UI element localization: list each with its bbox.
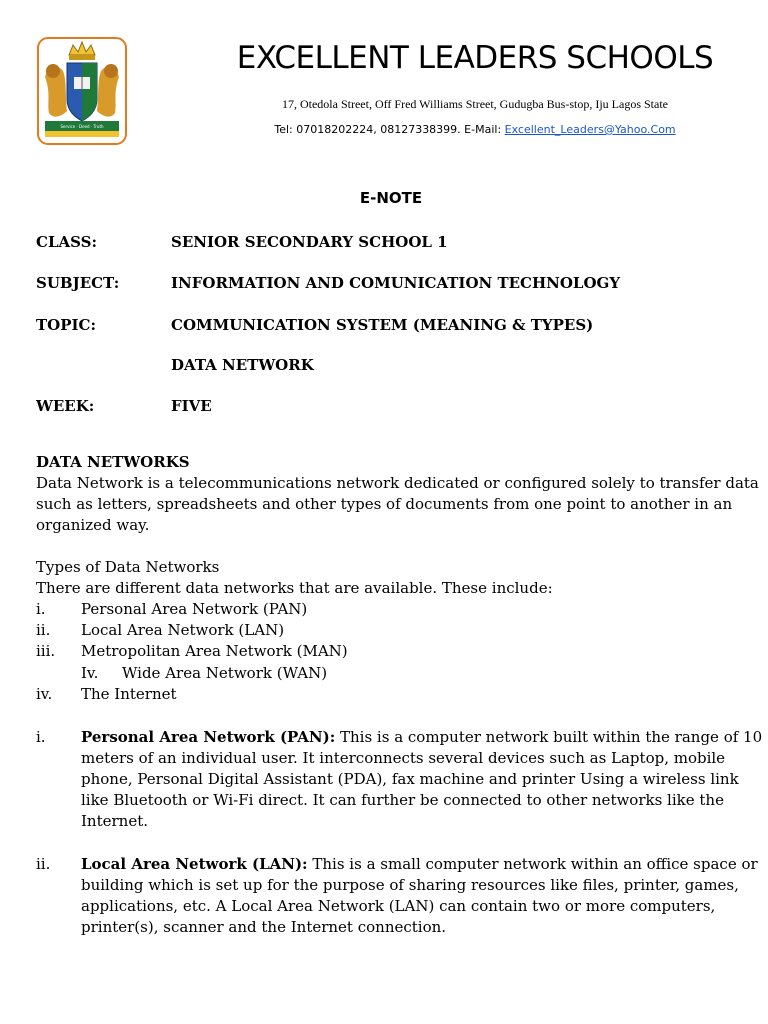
detail-text: This is a computer network built within the range of 10: [335, 728, 763, 746]
page-title: E-NOTE: [359, 189, 423, 207]
detail-term: Personal Area Network (PAN):: [81, 728, 336, 746]
contact-phone: Tel: 07018202224, 08127338399. E-Mail:: [274, 123, 505, 136]
contact-line: [180, 123, 768, 136]
list-number: i.: [36, 600, 46, 618]
intro-line: such as letters, spreadsheets and other types of documents from one point to another in an: [36, 495, 733, 513]
detail-line: phone, Personal Digital Assistant (PDA), fax machine and printer Using a wireless link: [81, 770, 739, 788]
list-number: ii.: [36, 621, 51, 639]
meta-value: FIVE: [171, 397, 212, 415]
types-heading: Types of Data Networks: [36, 558, 220, 576]
list-text: Wide Area Network (WAN): [122, 664, 328, 682]
meta-key: CLASS:: [36, 233, 97, 251]
detail-line: building which is set up for the purpose of sharing resources like files, printer, games,: [81, 876, 739, 894]
list-text: Metropolitan Area Network (MAN): [81, 642, 348, 660]
school-name: EXCELLENT LEADERS SCHOOLS: [236, 40, 714, 76]
detail-first-line: [81, 727, 762, 748]
school-crest-icon: [37, 37, 127, 145]
meta-value: INFORMATION AND COMUNICATION TECHNOLOGY: [171, 274, 621, 292]
meta-key: TOPIC:: [36, 316, 96, 334]
list-number: i.: [36, 728, 46, 746]
meta-value: DATA NETWORK: [171, 356, 314, 374]
types-intro: There are different data networks that are available. These include:: [36, 579, 553, 597]
list-number: ii.: [36, 855, 51, 873]
list-text: The Internet: [81, 685, 177, 703]
intro-line: Data Network is a telecommunications network dedicated or configured solely to transfer data: [36, 474, 759, 492]
school-address: 17, Otedola Street, Off Fred Williams Street, Gudugba Bus-stop, Iju Lagos State: [281, 97, 668, 111]
meta-key: SUBJECT:: [36, 274, 120, 292]
detail-line: meters of an individual user. It interconnects several devices such as Laptop, mobile: [81, 749, 726, 767]
detail-line: like Bluetooth or Wi-Fi direct. It can further be connected to other networks like the: [81, 791, 724, 809]
list-number: iv.: [36, 685, 53, 703]
detail-first-line: [81, 854, 758, 875]
list-number: Iv.: [81, 664, 99, 682]
detail-text: This is a small computer network within an office space or: [307, 855, 758, 873]
detail-line: Internet.: [81, 812, 148, 830]
detail-line: printer(s), scanner and the Internet connection.: [81, 918, 447, 936]
meta-key: WEEK:: [36, 397, 95, 415]
school-logo: [37, 37, 127, 145]
meta-value: COMMUNICATION SYSTEM (MEANING & TYPES): [171, 316, 594, 334]
detail-term: Local Area Network (LAN):: [81, 855, 308, 873]
meta-value: SENIOR SECONDARY SCHOOL 1: [171, 233, 448, 251]
detail-line: applications, etc. A Local Area Network (LAN) can contain two or more computers,: [81, 897, 716, 915]
intro-line: organized way.: [36, 516, 150, 534]
list-text: Local Area Network (LAN): [81, 621, 285, 639]
list-text: Personal Area Network (PAN): [81, 600, 308, 618]
list-number: iii.: [36, 642, 56, 660]
svg-text:Service · Deed · Truth: Service · Deed · Truth: [60, 124, 104, 129]
section-heading: DATA NETWORKS: [36, 453, 190, 471]
email-link[interactable]: Excellent_Leaders@Yahoo.Com: [504, 123, 676, 136]
